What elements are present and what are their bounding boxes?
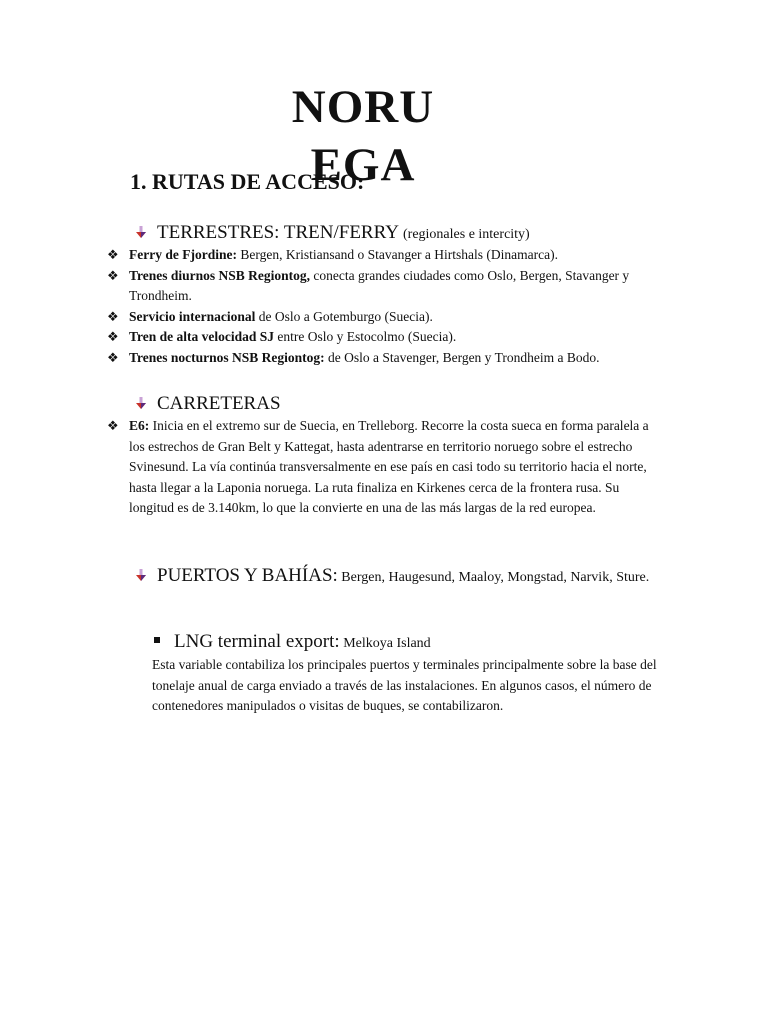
down-arrow-icon bbox=[134, 396, 148, 410]
carreteras-list bbox=[107, 416, 652, 519]
terrestres-list bbox=[107, 245, 677, 369]
diamond-bullet-icon: ❖ bbox=[107, 418, 119, 433]
down-arrow-icon bbox=[134, 225, 148, 239]
item-bold: Trenes diurnos NSB Regiontog, bbox=[129, 267, 311, 283]
lng-heading bbox=[154, 630, 431, 656]
item-bold: E6: bbox=[129, 418, 150, 433]
terrestres-heading bbox=[134, 221, 530, 247]
list-item bbox=[107, 266, 677, 307]
item-bold: Servicio internacional bbox=[129, 308, 256, 324]
list-item bbox=[107, 307, 677, 328]
title-line-1: NORU bbox=[291, 81, 435, 133]
diamond-bullet-icon: ❖ bbox=[107, 247, 119, 262]
list-item bbox=[107, 348, 677, 369]
diamond-bullet-icon: ❖ bbox=[107, 349, 119, 365]
diamond-bullet-icon: ❖ bbox=[107, 267, 119, 283]
terrestres-subtitle: (regionales e intercity) bbox=[403, 227, 530, 242]
list-item bbox=[107, 327, 677, 348]
section-heading: 1. RUTAS DE ACCESO: bbox=[130, 169, 365, 194]
carreteras-heading bbox=[134, 392, 281, 416]
carreteras-title: CARRETERAS bbox=[157, 393, 281, 414]
diamond-bullet-icon: ❖ bbox=[107, 329, 119, 345]
list-item bbox=[107, 245, 677, 266]
item-text: de Oslo a Stavenger, Bergen y Trondheim a Bodo. bbox=[324, 349, 600, 365]
item-bold: Trenes nocturnos NSB Regiontog: bbox=[129, 349, 325, 365]
square-bullet-icon bbox=[154, 637, 160, 643]
item-bold: Tren de alta velocidad SJ bbox=[129, 329, 275, 345]
puertos-text: Bergen, Haugesund, Maaloy, Mongstad, Narvik, Sture. bbox=[337, 570, 650, 585]
puertos-title: PUERTOS Y BAHÍAS: bbox=[157, 565, 338, 586]
down-arrow-icon bbox=[134, 568, 148, 582]
diamond-bullet-icon: ❖ bbox=[107, 308, 119, 324]
lng-text: Melkoya Island bbox=[339, 636, 431, 651]
item-text: conecta grandes ciudades como Oslo, Bergen, Stavanger y Trondheim. bbox=[129, 267, 630, 304]
puertos-paragraph: Esta variable contabiliza los principales puertos y terminales principalmente sobre la base del tonelaje anual de carga enviado a través de las instalaciones. En algunos casos, el número de contenedores manipulados o visitas de buques, se contabilizaron. bbox=[152, 657, 657, 714]
list-item bbox=[107, 416, 652, 519]
item-bold: Ferry de Fjordine: bbox=[129, 247, 237, 262]
item-text: entre Oslo y Estocolmo (Suecia). bbox=[274, 329, 457, 345]
item-text: Bergen, Kristiansand o Stavanger a Hirtshals (Dinamarca). bbox=[236, 247, 558, 262]
title-line-2: EGA bbox=[310, 139, 416, 191]
lng-title: LNG terminal export: bbox=[174, 631, 340, 652]
puertos-heading bbox=[134, 564, 674, 590]
item-text: de Oslo a Gotemburgo (Suecia). bbox=[255, 308, 433, 324]
item-text: Inicia en el extremo sur de Suecia, en Trelleborg. Recorre la costa sueca en forma paralela a los estrechos de Gran Belt y Kattegat, hasta adentrarse en territorio noruego sobre el estrecho Svinesund. La vía continúa transversalmente en ese país en casi todo su territorio hacia el norte, hasta llegar a la Laponia noruega. La ruta finaliza en Kirkenes cerca de la frontera rusa. Su longitud es de 3.140km, lo que la convierte en una de las más largas de la red europea. bbox=[129, 418, 649, 516]
terrestres-title: TERRESTRES: TREN/FERRY bbox=[157, 222, 399, 243]
